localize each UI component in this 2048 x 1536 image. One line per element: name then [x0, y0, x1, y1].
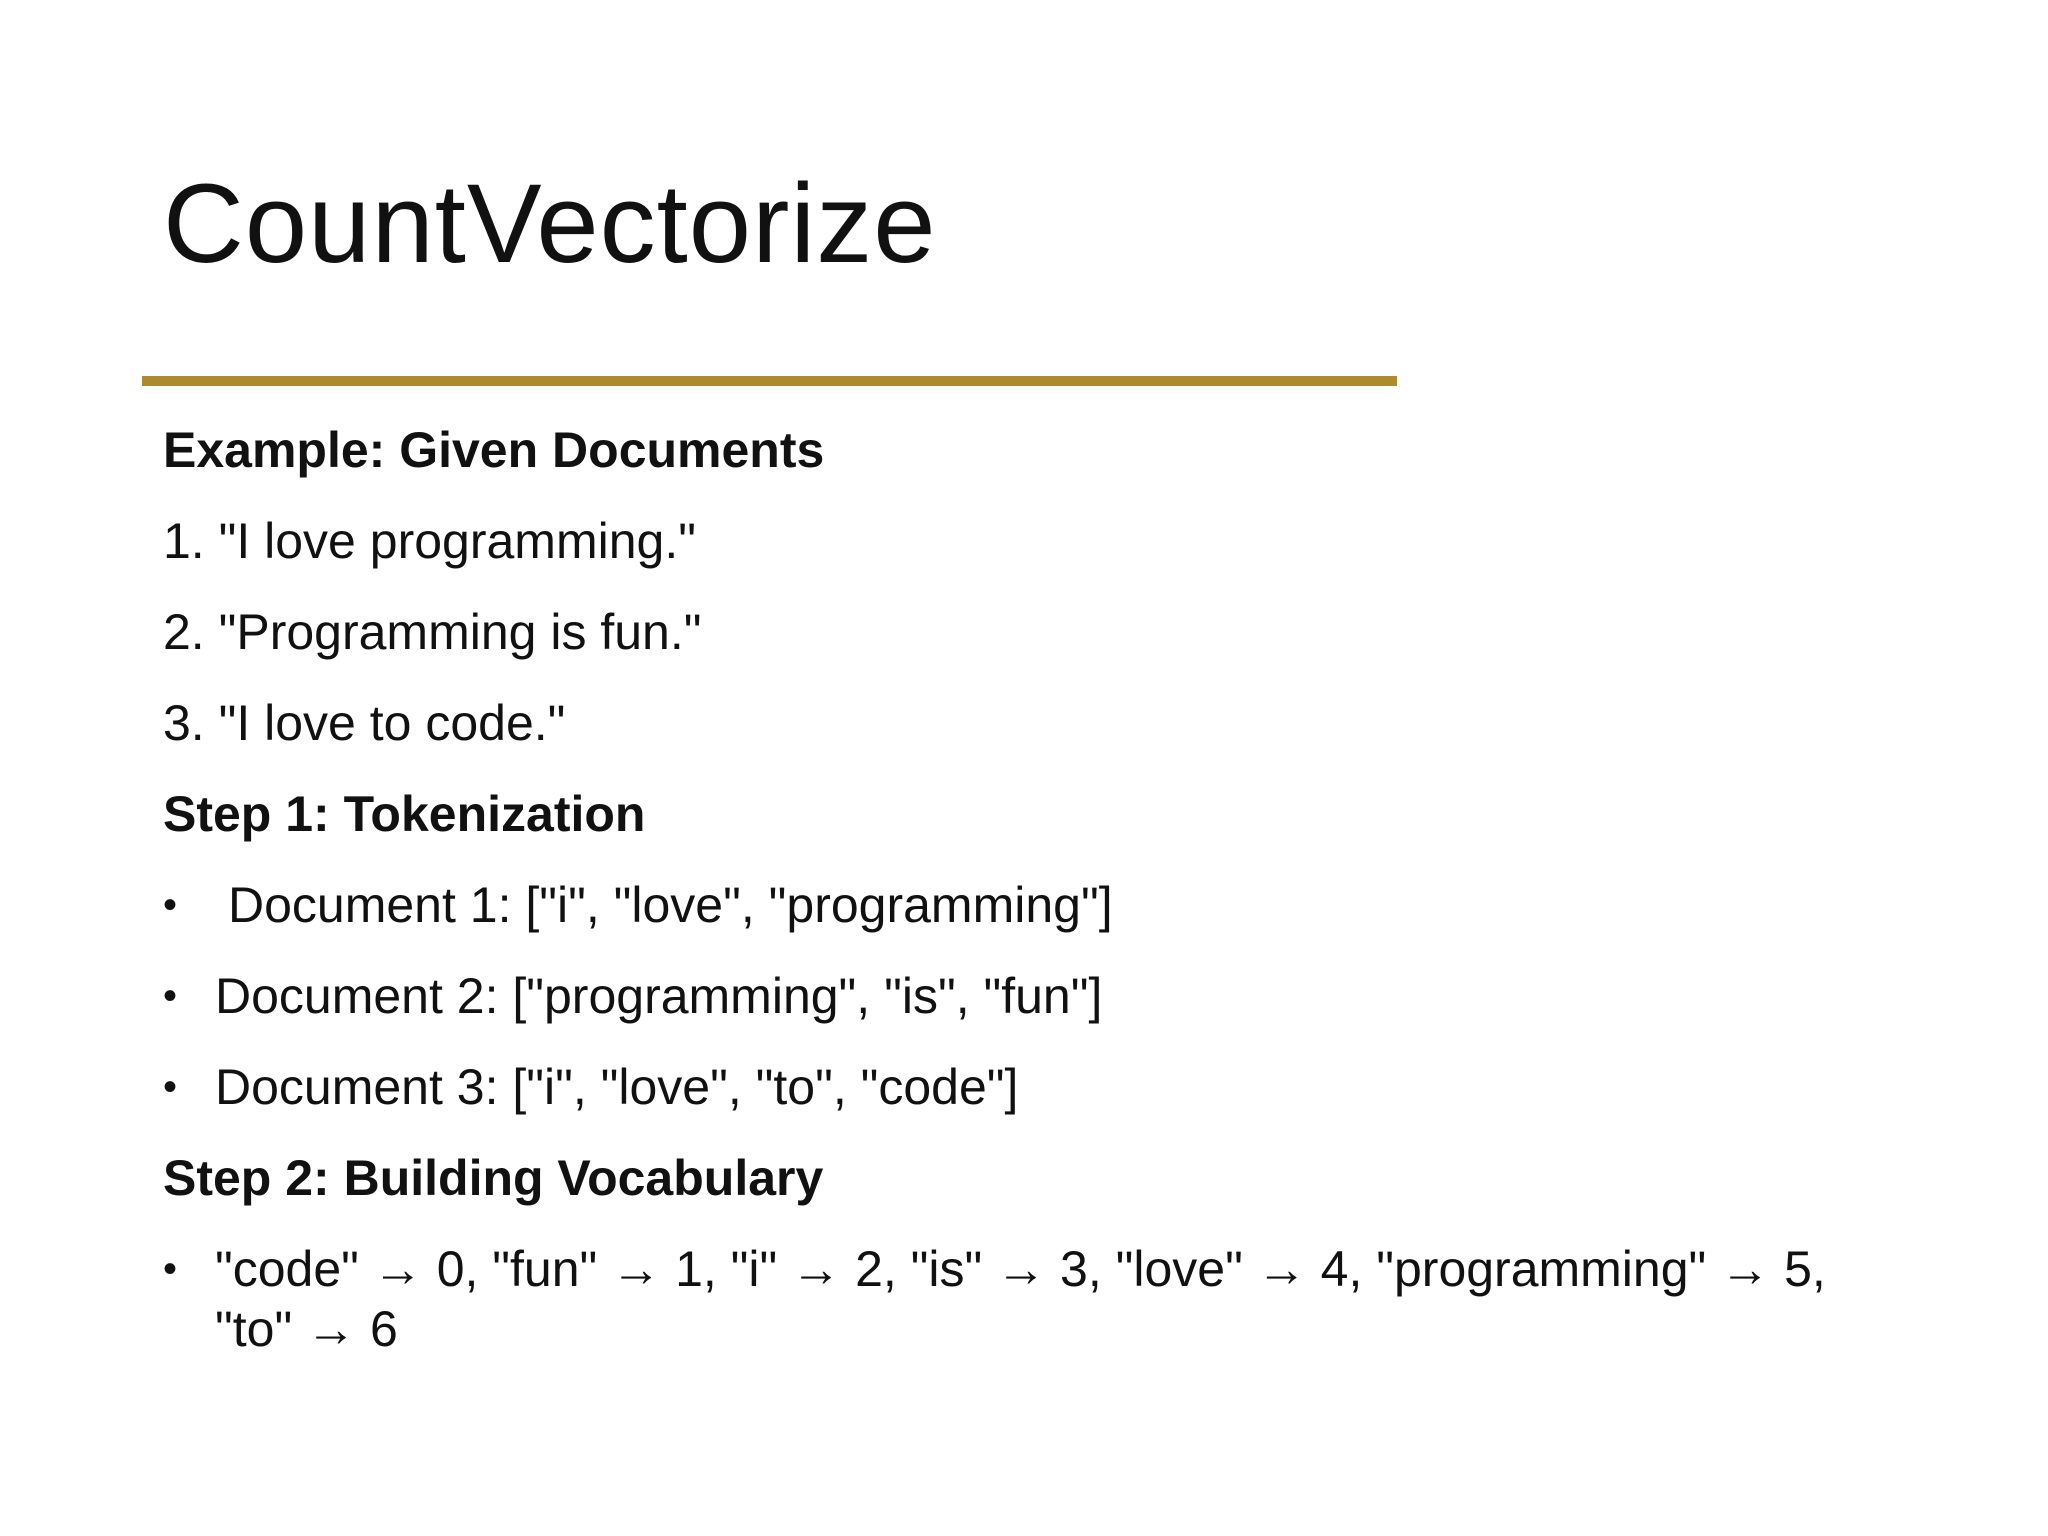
slide-title: CountVectorize [163, 161, 937, 286]
token-text: Document 2: ["programming", "is", "fun"] [215, 968, 1103, 1024]
document-item-3 [163, 693, 565, 753]
example-heading: Example: Given Documents [163, 422, 825, 478]
vocabulary-bullet [163, 1239, 1923, 1369]
document-item-1 [163, 511, 696, 571]
bullet-icon: • [163, 1065, 178, 1109]
vocabulary-text: "code" → 0, "fun" → 1, "i" → 2, "is" → 3, "love" → 4, "programming" → 5, "to" → 6 [215, 1241, 1826, 1357]
title-underline-rule [142, 376, 1397, 386]
bullet-icon: • [163, 883, 178, 927]
document-text: "Programming is fun." [218, 604, 702, 660]
document-number: 2. [163, 604, 205, 660]
token-text: Document 3: ["i", "love", "to", "code"] [215, 1059, 1019, 1115]
document-text: "I love programming." [218, 513, 696, 569]
document-item-2 [163, 602, 702, 662]
document-text: "I love to code." [218, 695, 566, 751]
document-number: 3. [163, 695, 205, 751]
document-number: 1. [163, 513, 205, 569]
bullet-icon: • [163, 1247, 178, 1291]
token-text: Document 1: ["i", "love", "programming"] [228, 877, 1113, 933]
step1-heading: Step 1: Tokenization [163, 786, 646, 842]
bullet-icon: • [163, 974, 178, 1018]
step2-heading: Step 2: Building Vocabulary [163, 1150, 824, 1206]
